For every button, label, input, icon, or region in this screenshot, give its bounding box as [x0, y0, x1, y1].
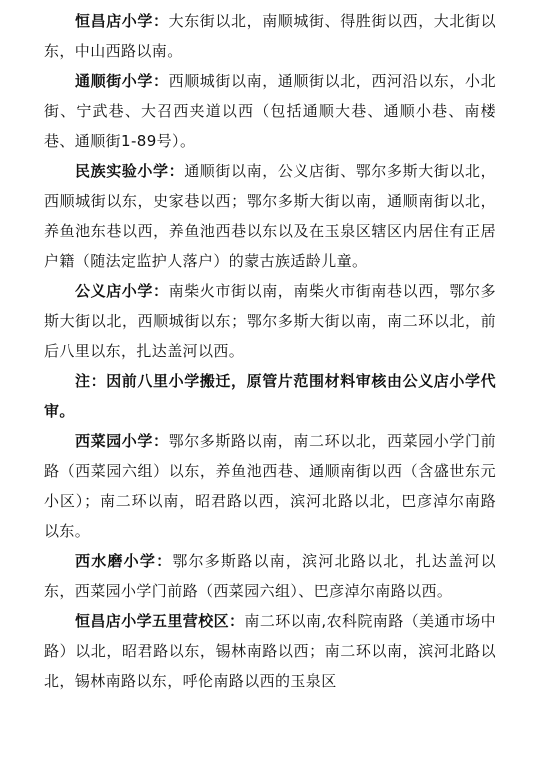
- district-text: 大东街以北，南顺城街、得胜街以西，大北街以东，中山西路以南。: [44, 12, 497, 60]
- paragraph-tongshunjie: [44, 66, 496, 156]
- school-name: 通顺街小学：: [75, 72, 169, 90]
- paragraph-xicaiyuan: [44, 426, 496, 546]
- district-text: 鄂尔多斯路以南，南二环以北，西菜园小学门前路（西菜园六组）以东，养鱼池西巷、通顺南街以西（含盛世东元小区）；南二环以南，昭君路以西，滨河北路以北，巴彦淖尔南路以东。: [44, 432, 497, 540]
- school-name: 恒昌店小学：: [75, 12, 169, 30]
- paragraph-wuliying: [44, 606, 496, 696]
- school-name: 民族实验小学：: [75, 162, 185, 180]
- district-text: 西顺城街以南，通顺街以北，西河沿以东，小北街、宁武巷、大召西夹道以西（包括通顺大巷、通顺小巷、南楼巷、通顺街1-89号）。: [44, 72, 497, 150]
- paragraph-minzu-shiyan: [44, 156, 496, 276]
- document-body: [44, 0, 496, 696]
- school-name: 公义店小学：: [75, 282, 169, 300]
- district-text: 南二环以南,农科院南路（美通市场中路）以北，昭君路以东，锡林南路以西；南二环以南，滨河北路以北，锡林南路以东，呼伦南路以西的玉泉区: [44, 612, 497, 690]
- paragraph-gongyidian: [44, 276, 496, 366]
- school-name: 西菜园小学：: [75, 432, 169, 450]
- district-text: 通顺街以南，公义店街、鄂尔多斯大街以北，西顺城街以东，史家巷以西；鄂尔多斯大街以南，通顺南街以北，养鱼池东巷以西，养鱼池西巷以东以及在玉泉区辖区内居住有正居户籍（随法定监护人落户）的蒙古族适龄儿童。: [44, 162, 496, 270]
- district-text: 南柴火市街以南，南柴火市街南巷以西，鄂尔多斯大街以北，西顺城街以东；鄂尔多斯大街以南，南二环以北，前后八里以东，扎达盖河以西。: [44, 282, 497, 360]
- note-paragraph: 注：因前八里小学搬迁，原管片范围材料审核由公义店小学代审。: [44, 372, 496, 420]
- paragraph-hengchangdian: [44, 6, 496, 66]
- paragraph-xishuimo: [44, 546, 496, 606]
- school-name: 西水磨小学：: [75, 552, 173, 570]
- school-name: 恒昌店小学五里营校区：: [75, 612, 245, 630]
- district-text: 鄂尔多斯路以南，滨河北路以北，扎达盖河以东，西菜园小学门前路（西菜园六组）、巴彦淖尔南路以西。: [44, 552, 496, 600]
